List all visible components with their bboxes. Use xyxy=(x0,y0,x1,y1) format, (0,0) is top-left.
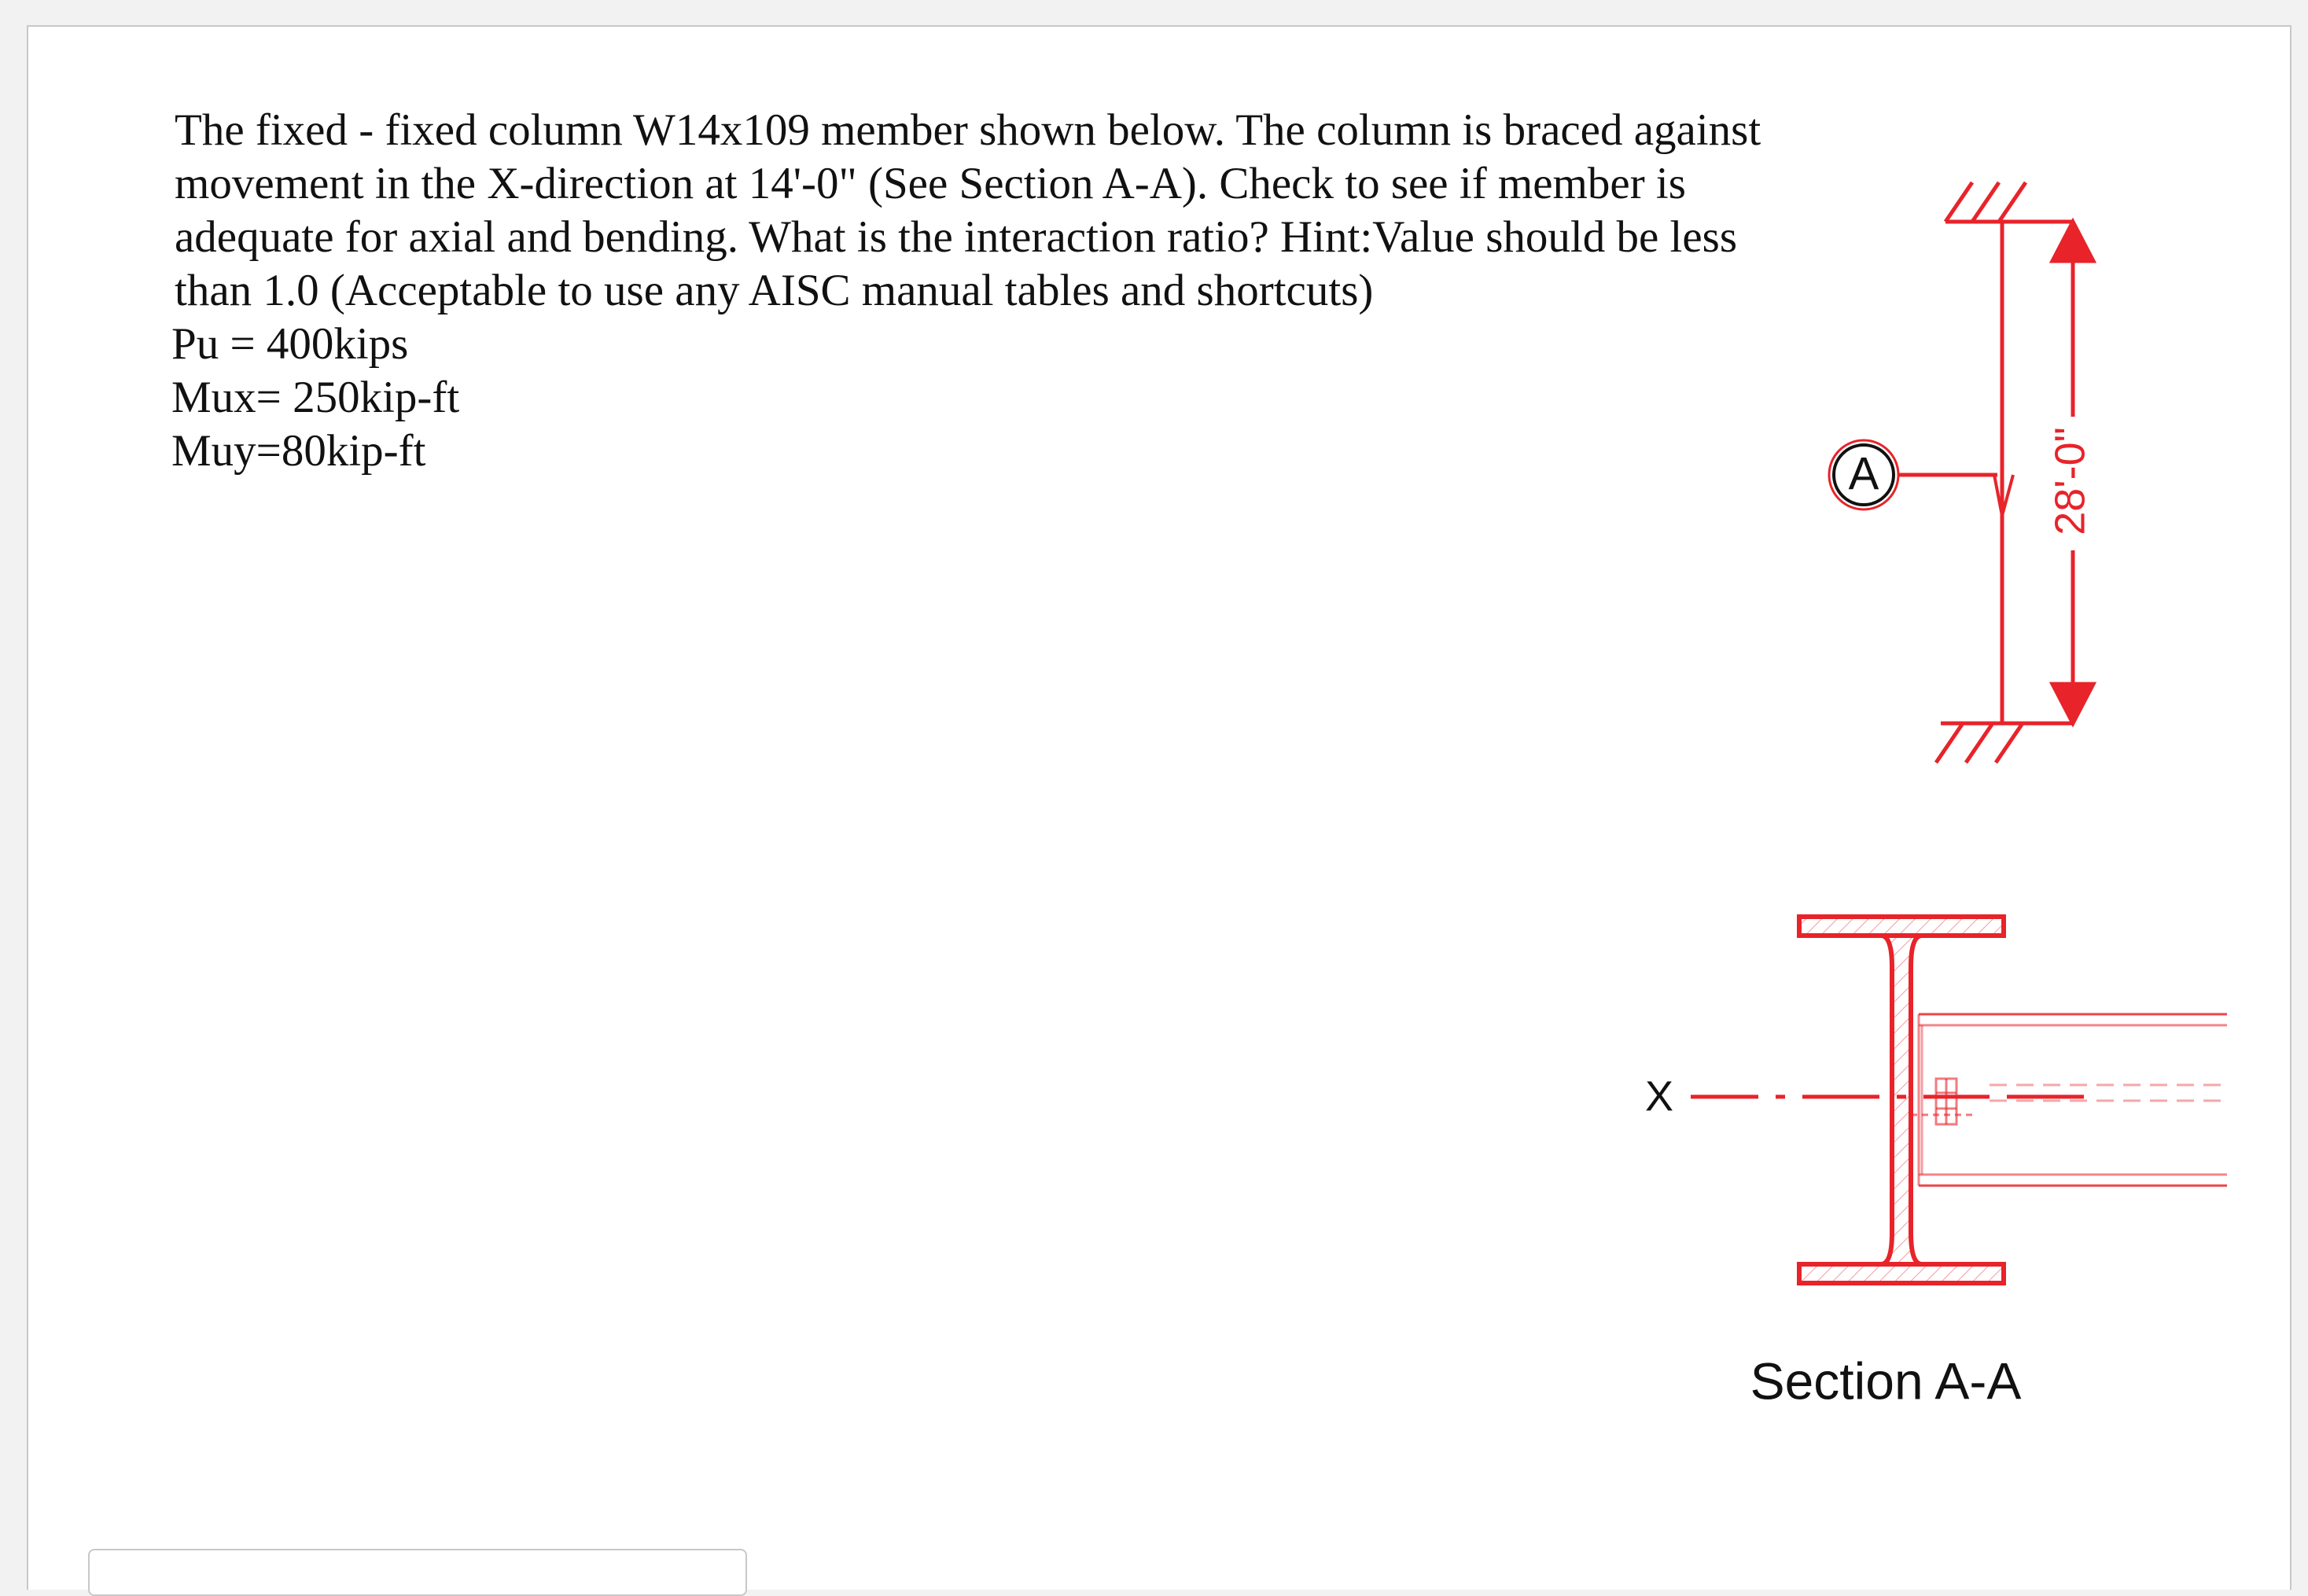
load-mux: Mux= 250kip-ft xyxy=(171,373,460,422)
section-cut-marker xyxy=(1829,440,2013,516)
load-pu: Pu = 400kips xyxy=(171,319,409,369)
bottom-fixed-support xyxy=(1936,723,2052,763)
column-elevation xyxy=(1829,182,2093,763)
section-marker-label: A xyxy=(1848,448,1879,500)
web xyxy=(1881,936,1922,1264)
dimension-label: 28'-0" xyxy=(2046,427,2094,535)
section-caption: Section A-A xyxy=(1750,1351,2022,1410)
top-flange xyxy=(1799,917,2004,936)
section-a-a-drawing xyxy=(1645,917,2227,1410)
bottom-flange xyxy=(1799,1264,2004,1283)
top-fixed-support xyxy=(1945,182,2045,222)
x-axis-label: X xyxy=(1644,1072,1674,1120)
load-muy: Muy=80kip-ft xyxy=(171,426,426,476)
beam-connection xyxy=(1911,1014,2227,1186)
answer-input[interactable] xyxy=(88,1549,747,1596)
problem-text: The fixed - fixed column W14x109 member shown below. The column is braced against movement in the X-direction at 14'-0" (See Section A-A). Check to see if member is adequate for axial and bending. What is the interaction ratio? Hint:Value should be less than 1.0 (Acceptable to use any AISC manual tables and shortcuts) xyxy=(175,105,1761,315)
